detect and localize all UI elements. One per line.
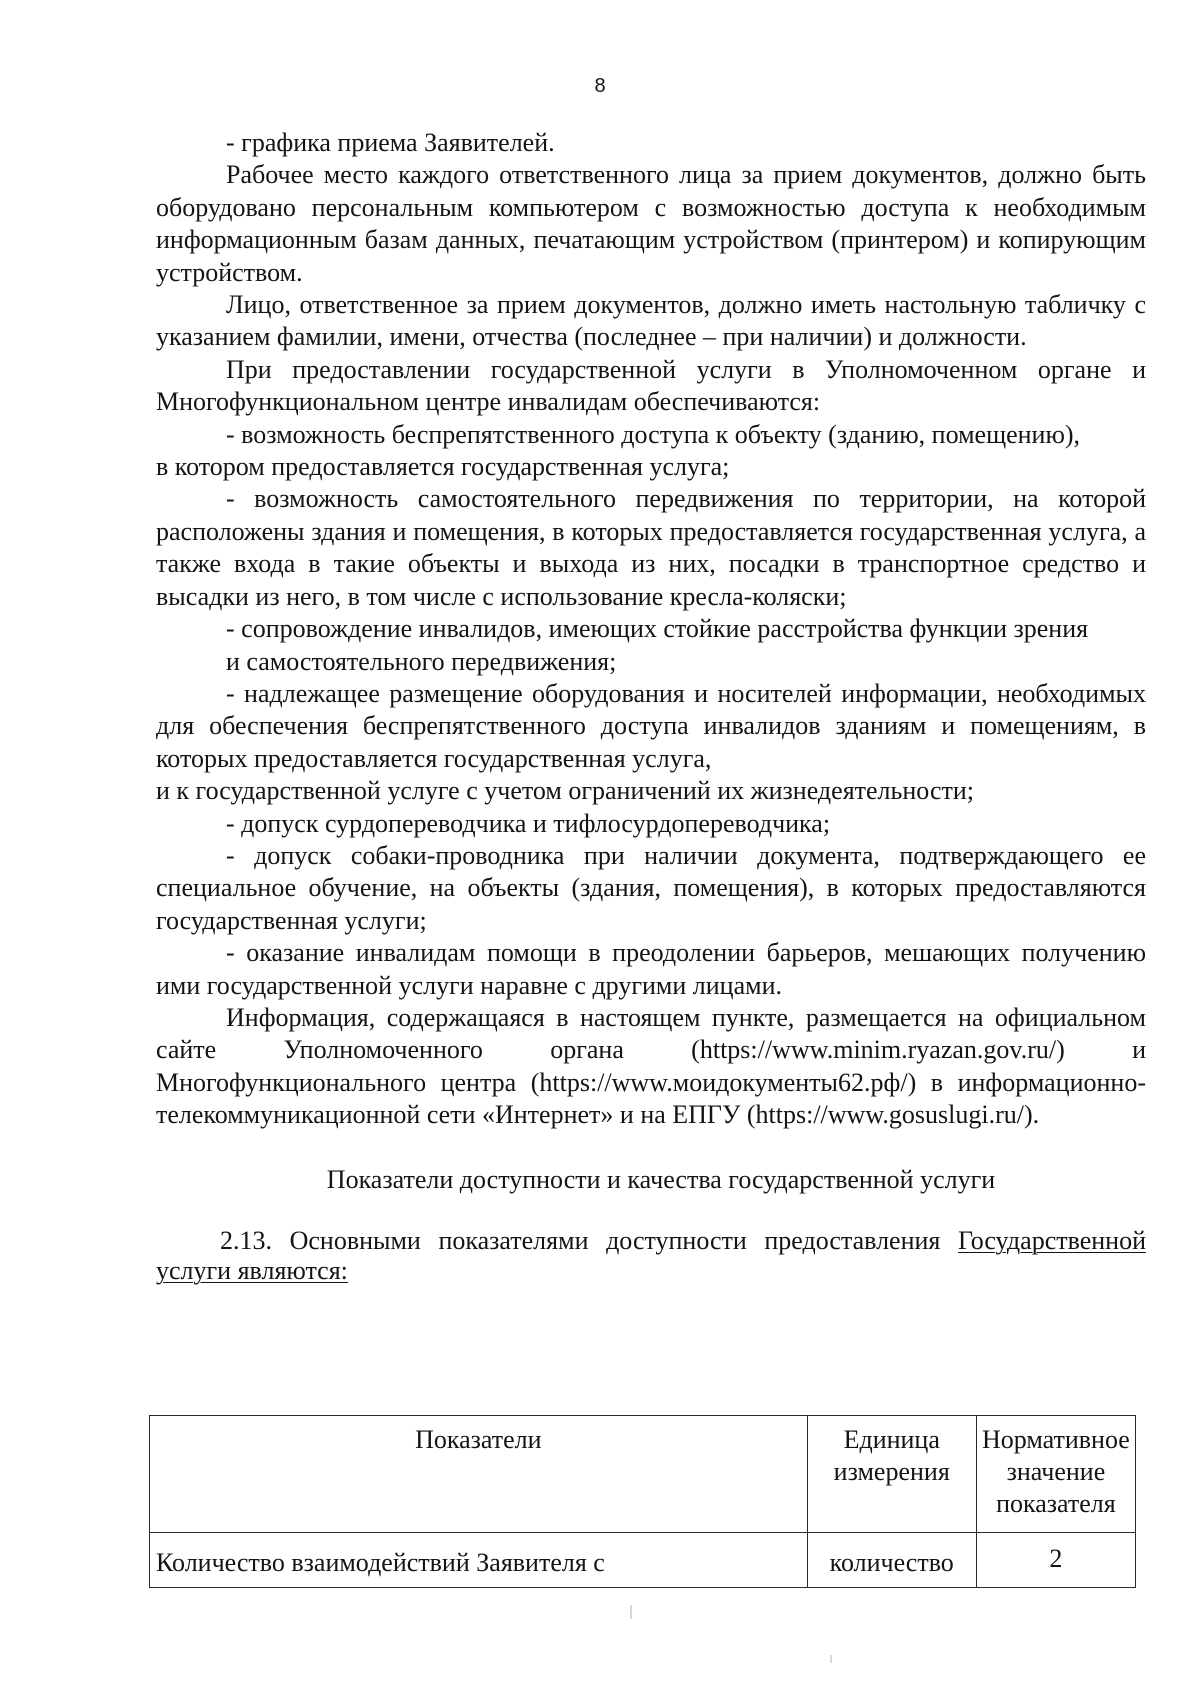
cell-norm-value: 2 bbox=[976, 1533, 1135, 1588]
body-text bbox=[156, 127, 1146, 1286]
scan-artifact bbox=[830, 1655, 832, 1663]
paragraph-name-plate: Лицо, ответственное за прием документов, должно иметь настольную табличку с указанием фамилии, имени, отчества (последнее – при наличии) и должности. bbox=[156, 290, 1146, 352]
header-norm-value: Нормативное значение показателя bbox=[976, 1416, 1135, 1533]
paragraph-equipment-placement-cont: и к государственной услуге с учетом ограничений их жизнедеятельности; bbox=[156, 776, 974, 806]
paragraph-escort-vision-cont: и самостоятельного передвижения; bbox=[226, 646, 617, 676]
clause-2-13 bbox=[156, 1226, 1146, 1286]
paragraph-guide-dog: - допуск собаки-проводника при наличии документа, подтверждающего ее специальное обучение, на объекты (здания, помещения), в которых предоставляются государственная услуги; bbox=[156, 840, 1146, 935]
cell-indicator-name: Количество взаимодействий Заявителя с bbox=[150, 1533, 808, 1588]
clause-2-13-second-line: Государственной услуги являются: bbox=[156, 1225, 1146, 1285]
paragraph-information-websites: Информация, содержащаяся в настоящем пункте, размещается на официальном сайте Уполномоченного органа (https://www.minim.ryazan.gov.ru/) и Многофункционального центра (https://www.моидокументы62.рф/) в информационно-телекоммуникационной сети «Интернет» и на ЕПГУ (https://www.gosuslugi.ru/). bbox=[156, 1002, 1146, 1130]
paragraph-escort-vision: - сопровождение инвалидов, имеющих стойкие расстройства функции зрения bbox=[226, 614, 1089, 644]
indicators-table bbox=[149, 1415, 1136, 1588]
paragraph-reception-schedule: - графика приема Заявителей. bbox=[226, 128, 555, 157]
page-number: 8 bbox=[594, 75, 606, 97]
paragraph-equipment-placement: - надлежащее размещение оборудования и носителей информации, необходимых для обеспечения беспрепятственного доступа инвалидов зданиям и помещениям, в которых предоставляется государственная услуга, bbox=[156, 678, 1146, 773]
clause-2-13-first-line: 2.13. Основными показателями доступности предоставления bbox=[220, 1225, 941, 1255]
paragraph-disabled-access-intro: При предоставлении государственной услуги в Уполномоченном органе и Многофункциональном центре инвалидам обеспечиваются: bbox=[156, 354, 1146, 417]
header-unit: Единица измерения bbox=[807, 1416, 976, 1533]
paragraph-independent-movement: - возможность самостоятельного передвижения по территории, на которой расположены здания и помещения, в которых предоставляется государственная услуга, а также входа в такие объекты и выхода из них, посадки в транспортное средство и высадки из него, в том числе с использование кресла-коляски; bbox=[156, 484, 1146, 611]
section-heading: Показатели доступности и качества государственной услуги bbox=[326, 1164, 996, 1194]
header-indicators: Показатели bbox=[150, 1416, 808, 1533]
paragraph-workplace-equipment: Рабочее место каждого ответственного лица за прием документов, должно быть оборудовано персональным компьютером с возможностью доступа к необходимым информационным базам данных, печатающим устройством (принтером) и копирующим устройством. bbox=[156, 160, 1146, 287]
paragraph-access-to-object: - возможность беспрепятственного доступа к объекту (зданию, помещению), bbox=[226, 419, 1081, 449]
paragraph-barrier-assistance: - оказание инвалидам помощи в преодолении барьеров, мешающих получению ими государственной услуги наравне с другими лицами. bbox=[156, 938, 1146, 1000]
table-row bbox=[150, 1533, 1136, 1588]
paragraph-access-to-object-cont: в котором предоставляется государственная услуга; bbox=[156, 452, 730, 482]
cell-unit: количество bbox=[807, 1533, 976, 1588]
paragraph-sign-interpreter: - допуск сурдопереводчика и тифлосурдопереводчика; bbox=[226, 808, 831, 838]
scan-artifact bbox=[630, 1605, 632, 1619]
table-header-row bbox=[150, 1416, 1136, 1533]
